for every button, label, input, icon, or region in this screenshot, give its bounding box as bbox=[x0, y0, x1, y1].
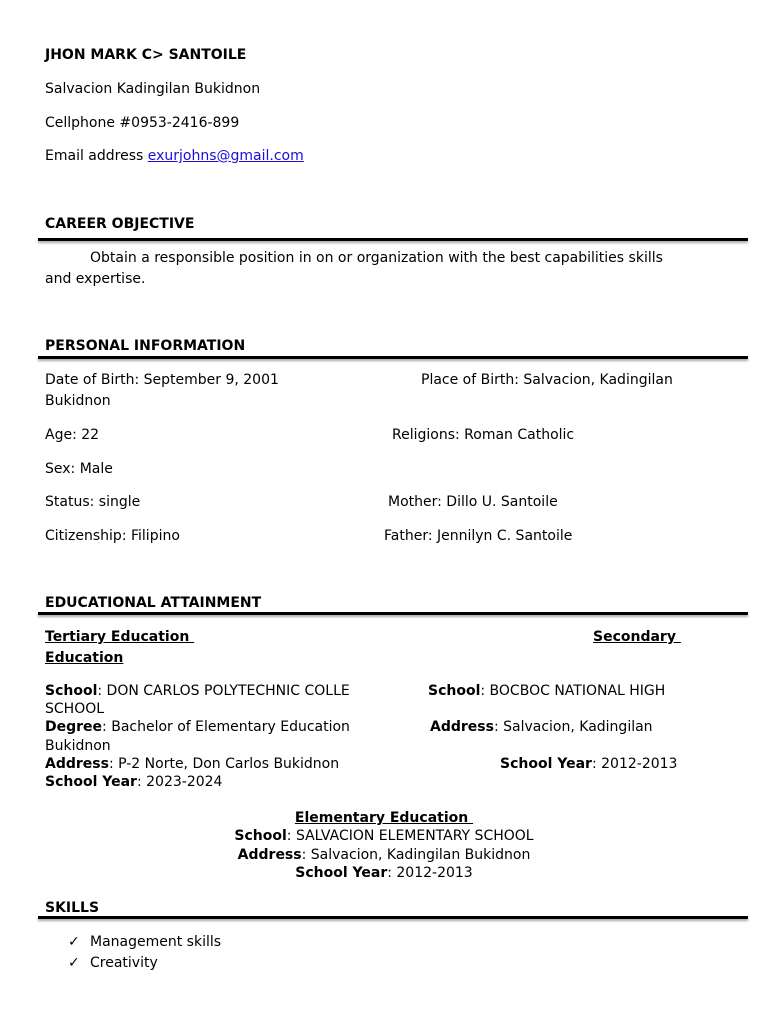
educational-attainment-divider bbox=[38, 612, 748, 615]
tertiary-school-year: School Year: 2023-2024 bbox=[45, 774, 223, 790]
home-address: Salvacion Kadingilan Bukidnon bbox=[45, 81, 261, 97]
checkmark-icon: ✓ bbox=[68, 955, 80, 971]
email-link[interactable]: exurjohns@gmail.com bbox=[147, 148, 304, 164]
secondary-education-title: Secondary bbox=[593, 629, 681, 645]
tertiary-address: Address: P-2 Norte, Don Carlos Bukidnon bbox=[45, 756, 340, 772]
skill-label: Creativity bbox=[90, 955, 158, 971]
secondary-school: School: BOCBOC NATIONAL HIGH bbox=[428, 683, 666, 699]
age: Age: 22 bbox=[45, 427, 100, 443]
personal-information-divider bbox=[38, 356, 748, 359]
skill-item bbox=[68, 954, 158, 972]
career-objective-line1: Obtain a responsible position in on or organization with the best capabilities skills bbox=[90, 250, 663, 266]
citizenship: Citizenship: Filipino bbox=[45, 528, 180, 544]
phone-number: Cellphone #0953-2416-899 bbox=[45, 115, 240, 131]
tertiary-degree: Degree: Bachelor of Elementary Education bbox=[45, 719, 350, 735]
email-label: Email address bbox=[45, 148, 148, 164]
sex: Sex: Male bbox=[45, 461, 113, 477]
checkmark-icon: ✓ bbox=[68, 934, 80, 950]
career-objective-divider bbox=[38, 238, 748, 241]
tertiary-degree-continued: Bukidnon bbox=[45, 738, 111, 754]
tertiary-school: School: DON CARLOS POLYTECHNIC COLLE bbox=[45, 683, 350, 699]
elementary-address: Address: Salvacion, Kadingilan Bukidnon bbox=[237, 847, 531, 863]
tertiary-education-title: Tertiary Education bbox=[45, 629, 195, 645]
career-objective-heading: CAREER OBJECTIVE bbox=[45, 216, 195, 232]
skills-divider bbox=[38, 916, 748, 919]
skill-item bbox=[68, 933, 221, 951]
personal-information-heading: PERSONAL INFORMATION bbox=[45, 338, 246, 354]
elementary-school: School: SALVACION ELEMENTARY SCHOOL bbox=[234, 828, 534, 844]
father-name: Father: Jennilyn C. Santoile bbox=[384, 528, 573, 544]
elementary-education-title: Elementary Education bbox=[294, 810, 474, 826]
secondary-school-year: School Year: 2012-2013 bbox=[500, 756, 678, 772]
civil-status: Status: single bbox=[45, 494, 141, 510]
tertiary-school-continued: SCHOOL bbox=[45, 701, 105, 717]
career-objective-line2: and expertise. bbox=[45, 271, 146, 287]
religion: Religions: Roman Catholic bbox=[392, 427, 575, 443]
place-of-birth: Place of Birth: Salvacion, Kadingilan bbox=[421, 372, 673, 388]
educational-attainment-heading: EDUCATIONAL ATTAINMENT bbox=[45, 595, 262, 611]
skills-heading: SKILLS bbox=[45, 900, 100, 916]
secondary-address: Address: Salvacion, Kadingilan bbox=[430, 719, 653, 735]
elementary-school-year: School Year: 2012-2013 bbox=[295, 865, 473, 881]
education-title-continued: Education bbox=[45, 650, 124, 666]
skill-label: Management skills bbox=[90, 934, 222, 950]
email-line bbox=[45, 147, 304, 165]
mother-name: Mother: Dillo U. Santoile bbox=[388, 494, 558, 510]
date-of-birth: Date of Birth: September 9, 2001 bbox=[45, 372, 279, 388]
place-of-birth-continued: Bukidnon bbox=[45, 393, 111, 409]
applicant-name: JHON MARK C> SANTOILE bbox=[45, 47, 247, 63]
